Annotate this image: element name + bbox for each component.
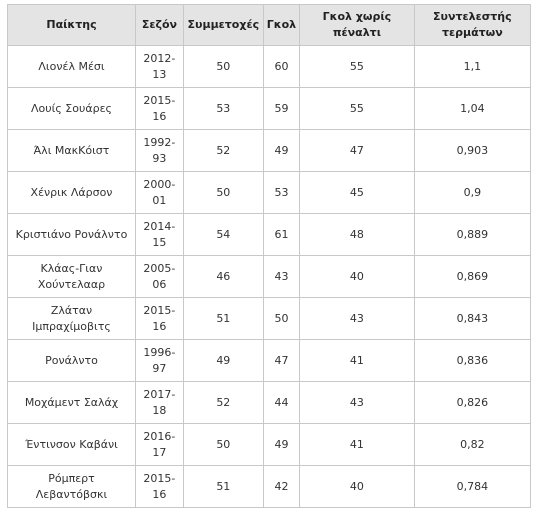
cell-appearances: 52: [183, 382, 263, 424]
cell-player: Χένρικ Λάρσον: [8, 172, 136, 214]
cell-appearances: 51: [183, 298, 263, 340]
cell-season: 2015-16: [135, 298, 183, 340]
cell-non-penalty-goals: 47: [300, 130, 415, 172]
cell-season: 2017-18: [135, 382, 183, 424]
cell-season: 2005-06: [135, 256, 183, 298]
header-season: Σεζόν: [135, 5, 183, 46]
cell-non-penalty-goals: 41: [300, 424, 415, 466]
cell-season: 2012-13: [135, 46, 183, 88]
table-row: [8, 424, 531, 466]
cell-goals: 50: [263, 298, 299, 340]
cell-non-penalty-goals: 40: [300, 256, 415, 298]
cell-non-penalty-goals: 55: [300, 46, 415, 88]
cell-goals: 61: [263, 214, 299, 256]
cell-goal-ratio: 0,836: [414, 340, 530, 382]
cell-goal-ratio: 1,04: [414, 88, 530, 130]
cell-goal-ratio: 0,9: [414, 172, 530, 214]
cell-goal-ratio: 0,889: [414, 214, 530, 256]
cell-appearances: 46: [183, 256, 263, 298]
cell-appearances: 51: [183, 466, 263, 508]
table-row: [8, 466, 531, 508]
table-row: [8, 130, 531, 172]
cell-appearances: 50: [183, 46, 263, 88]
table-row: [8, 298, 531, 340]
cell-appearances: 50: [183, 172, 263, 214]
cell-appearances: 50: [183, 424, 263, 466]
header-goal-ratio: Συντελεστής τερμάτων: [414, 5, 530, 46]
cell-non-penalty-goals: 55: [300, 88, 415, 130]
cell-season: 2015-16: [135, 466, 183, 508]
table-row: [8, 214, 531, 256]
header-player: Παίκτης: [8, 5, 136, 46]
cell-non-penalty-goals: 40: [300, 466, 415, 508]
stats-table: [7, 4, 531, 508]
cell-season: 2014-15: [135, 214, 183, 256]
cell-player: Λιονέλ Μέσι: [8, 46, 136, 88]
table-row: [8, 46, 531, 88]
cell-non-penalty-goals: 41: [300, 340, 415, 382]
cell-non-penalty-goals: 48: [300, 214, 415, 256]
cell-goals: 44: [263, 382, 299, 424]
cell-appearances: 53: [183, 88, 263, 130]
cell-goal-ratio: 0,903: [414, 130, 530, 172]
cell-player: Κριστιάνο Ρονάλντο: [8, 214, 136, 256]
header-goals: Γκολ: [263, 5, 299, 46]
cell-player: Κλάας-Γιαν Χούντελααρ: [8, 256, 136, 298]
cell-season: 1996-97: [135, 340, 183, 382]
cell-goal-ratio: 0,869: [414, 256, 530, 298]
cell-appearances: 49: [183, 340, 263, 382]
cell-player: Λουίς Σουάρες: [8, 88, 136, 130]
header-row: [8, 5, 531, 46]
cell-non-penalty-goals: 45: [300, 172, 415, 214]
cell-goals: 49: [263, 424, 299, 466]
cell-goal-ratio: 0,784: [414, 466, 530, 508]
cell-goals: 53: [263, 172, 299, 214]
cell-goal-ratio: 0,82: [414, 424, 530, 466]
cell-goals: 49: [263, 130, 299, 172]
table-body: [8, 46, 531, 508]
cell-player: Μοχάμεντ Σαλάχ: [8, 382, 136, 424]
cell-season: 2000-01: [135, 172, 183, 214]
cell-player: Ρονάλντο: [8, 340, 136, 382]
cell-goals: 60: [263, 46, 299, 88]
table-row: [8, 382, 531, 424]
cell-player: Έντινσον Καβάνι: [8, 424, 136, 466]
table-row: [8, 340, 531, 382]
table-row: [8, 88, 531, 130]
cell-player: Άλι ΜακΚόιστ: [8, 130, 136, 172]
cell-player: Ρόμπερτ Λεβαντόβσκι: [8, 466, 136, 508]
cell-player: Ζλάταν Ιμπραχίμοβιτς: [8, 298, 136, 340]
cell-appearances: 52: [183, 130, 263, 172]
cell-goal-ratio: 0,843: [414, 298, 530, 340]
header-non-penalty-goals: Γκολ χωρίς πέναλτι: [300, 5, 415, 46]
cell-goals: 42: [263, 466, 299, 508]
cell-goal-ratio: 1,1: [414, 46, 530, 88]
cell-season: 2016-17: [135, 424, 183, 466]
table-row: [8, 172, 531, 214]
header-appearances: Συμμετοχές: [183, 5, 263, 46]
cell-goals: 47: [263, 340, 299, 382]
cell-goals: 59: [263, 88, 299, 130]
cell-goals: 43: [263, 256, 299, 298]
cell-non-penalty-goals: 43: [300, 298, 415, 340]
cell-goal-ratio: 0,826: [414, 382, 530, 424]
cell-non-penalty-goals: 43: [300, 382, 415, 424]
table-row: [8, 256, 531, 298]
cell-appearances: 54: [183, 214, 263, 256]
cell-season: 1992-93: [135, 130, 183, 172]
cell-season: 2015-16: [135, 88, 183, 130]
table-header: [8, 5, 531, 46]
